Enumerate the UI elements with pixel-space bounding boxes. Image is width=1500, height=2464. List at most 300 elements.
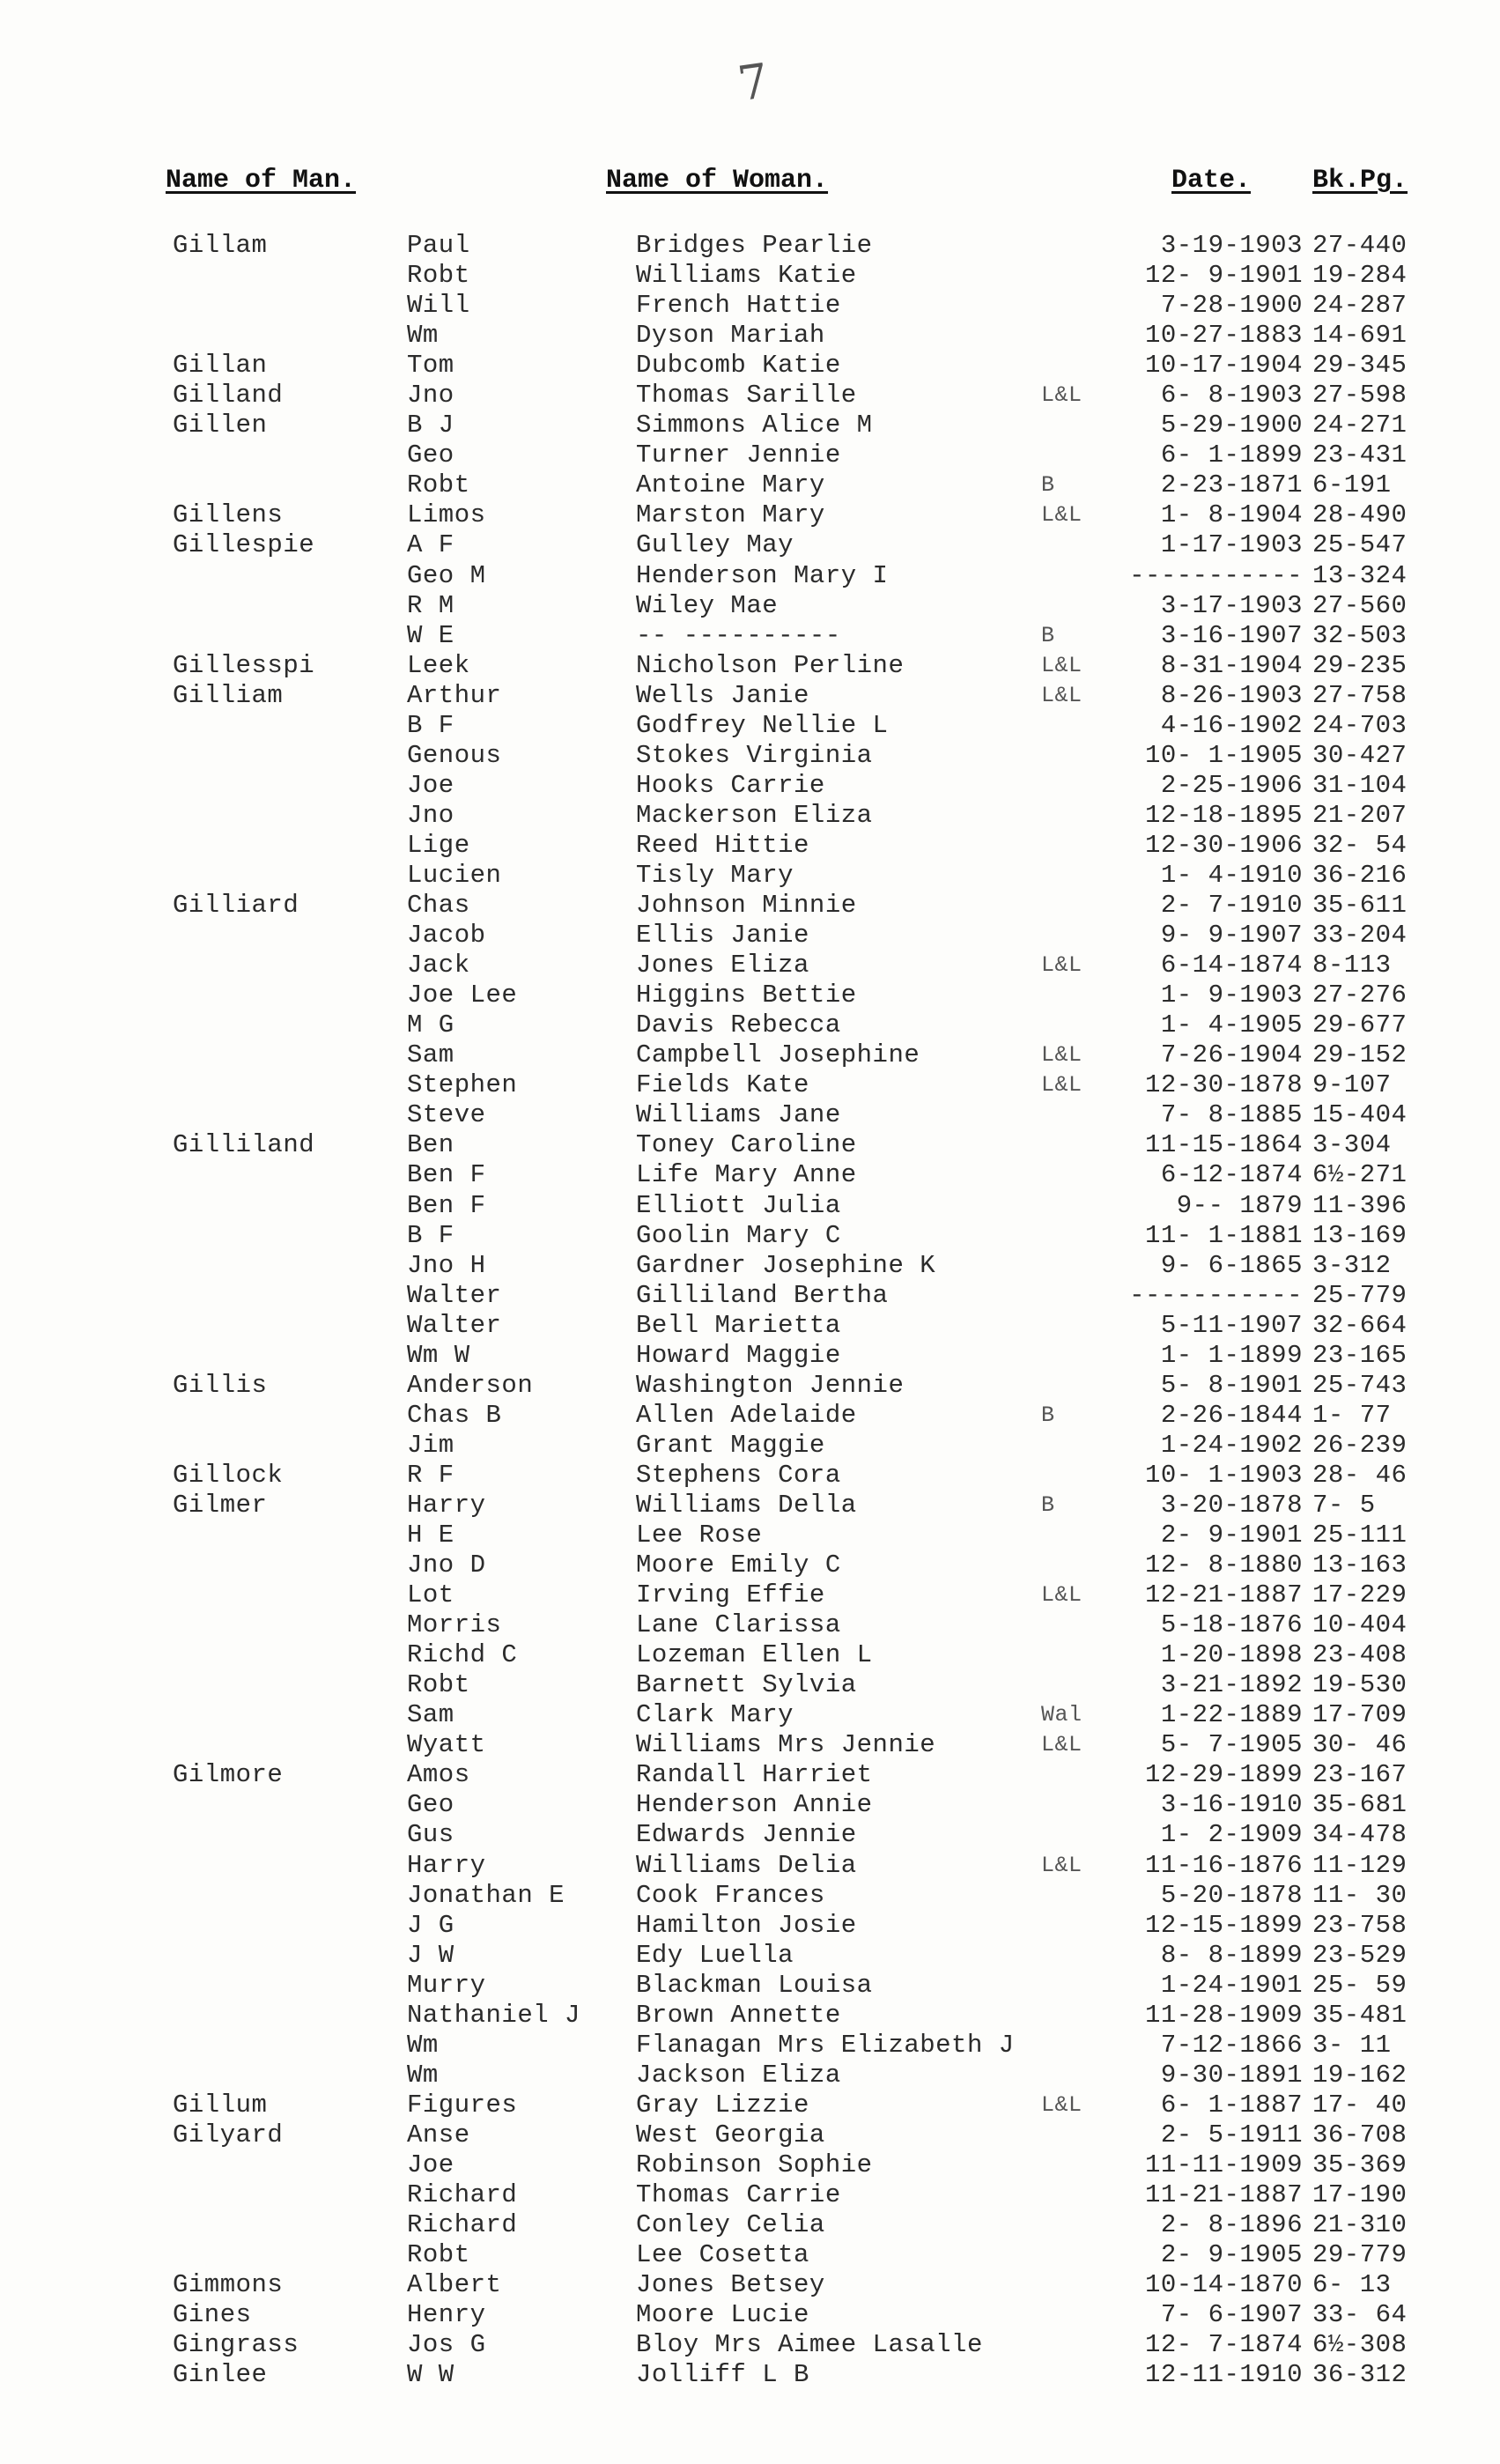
record-row: [0, 651, 1500, 681]
woman-name: Johnson Minnie: [636, 891, 857, 921]
record-row: [0, 1670, 1500, 1700]
record-row: [0, 1191, 1500, 1221]
woman-name: Allen Adelaide: [636, 1400, 857, 1430]
woman-name: French Hattie: [636, 291, 841, 321]
man-surname: Gillesspi: [173, 650, 315, 680]
marriage-date: 9- 9-1907: [1160, 921, 1303, 951]
woman-name: Williams Delia: [636, 1850, 857, 1880]
record-mark: L&L: [1041, 1042, 1083, 1069]
marriage-date: 1-17-1903: [1160, 530, 1303, 560]
book-page: 27-598: [1312, 381, 1408, 411]
record-mark: B: [1041, 1491, 1055, 1518]
man-given-name: Jno: [407, 381, 454, 411]
man-given-name: Richard: [407, 2180, 518, 2210]
record-row: [0, 1221, 1500, 1251]
book-page: 35-369: [1312, 2150, 1408, 2179]
record-row: [0, 411, 1500, 440]
book-page: 15-404: [1312, 1100, 1408, 1130]
header-date: Date.: [1171, 166, 1252, 196]
record-row: [0, 2031, 1500, 2061]
marriage-date: 1-24-1901: [1160, 1970, 1303, 2000]
record-row: [0, 1341, 1500, 1371]
record-row: [0, 1941, 1500, 1971]
marriage-date: 1-22-1889: [1160, 1700, 1303, 1730]
man-given-name: Geo: [407, 440, 454, 470]
man-given-name: W W: [407, 2360, 454, 2390]
man-given-name: Jacob: [407, 921, 486, 951]
man-given-name: Richd C: [407, 1640, 518, 1670]
record-row: [0, 1070, 1500, 1100]
record-row: [0, 231, 1500, 261]
woman-name: Lozeman Ellen L: [636, 1640, 873, 1670]
marriage-date: 10- 1-1903: [1144, 1460, 1303, 1490]
record-mark: L&L: [1041, 502, 1083, 529]
man-given-name: Anderson: [407, 1370, 534, 1400]
woman-name: Wells Janie: [636, 680, 809, 710]
man-given-name: Sam: [407, 1040, 454, 1070]
man-given-name: Robt: [407, 1670, 470, 1700]
header-name-of-man: Name of Man.: [166, 166, 357, 196]
woman-name: Hamilton Josie: [636, 1910, 857, 1940]
book-page: 13-163: [1312, 1550, 1408, 1580]
man-given-name: Gus: [407, 1820, 454, 1850]
woman-name: Williams Katie: [636, 261, 857, 291]
woman-name: Higgins Bettie: [636, 980, 857, 1010]
book-page: 13-169: [1312, 1220, 1408, 1250]
marriage-date: 12- 7-1874: [1144, 2330, 1303, 2360]
marriage-date: 12-18-1895: [1144, 800, 1303, 830]
record-row: [0, 2180, 1500, 2210]
book-page: 27-560: [1312, 590, 1408, 620]
record-row: [0, 530, 1500, 560]
man-given-name: Wm W: [407, 1340, 470, 1370]
marriage-date: 12-29-1899: [1144, 1760, 1303, 1790]
man-given-name: Wyatt: [407, 1730, 486, 1760]
woman-name: Wiley Mae: [636, 590, 779, 620]
marriage-date: 5- 7-1905: [1160, 1730, 1303, 1760]
book-page: 23-165: [1312, 1340, 1408, 1370]
record-mark: Wal: [1041, 1702, 1083, 1728]
marriage-date: 12-21-1887: [1144, 1580, 1303, 1610]
man-given-name: H E: [407, 1521, 454, 1550]
book-page: 24-287: [1312, 291, 1408, 321]
record-row: [0, 2360, 1500, 2390]
man-given-name: Morris: [407, 1610, 502, 1640]
marriage-date: 2- 8-1896: [1160, 2210, 1303, 2240]
record-row: [0, 621, 1500, 651]
marriage-date: 2- 5-1911: [1160, 2120, 1303, 2150]
woman-name: Washington Jennie: [636, 1370, 905, 1400]
woman-name: Brown Annette: [636, 2000, 841, 2030]
marriage-date: 11-21-1887: [1144, 2180, 1303, 2210]
book-page: 29-235: [1312, 650, 1408, 680]
woman-name: Lane Clarissa: [636, 1610, 841, 1640]
man-given-name: Robt: [407, 261, 470, 291]
record-row: [0, 1971, 1500, 2001]
marriage-date: 3-16-1907: [1160, 620, 1303, 650]
book-page: 24-703: [1312, 710, 1408, 740]
marriage-date: 12- 9-1901: [1144, 261, 1303, 291]
woman-name: Thomas Carrie: [636, 2180, 841, 2210]
man-surname: Ginlee: [173, 2360, 268, 2390]
marriage-date: 12-15-1899: [1144, 1910, 1303, 1940]
marriage-date: 5-18-1876: [1160, 1610, 1303, 1640]
man-given-name: Anse: [407, 2120, 470, 2150]
record-mark: L&L: [1041, 382, 1083, 409]
woman-name: Simmons Alice M: [636, 411, 873, 440]
woman-name: Jackson Eliza: [636, 2060, 841, 2090]
book-page: 14-691: [1312, 321, 1408, 351]
man-given-name: Ben F: [407, 1160, 486, 1190]
record-row: [0, 561, 1500, 591]
woman-name: Antoine Mary: [636, 470, 825, 500]
book-page: 23-431: [1312, 440, 1408, 470]
record-mark: L&L: [1041, 1582, 1083, 1609]
book-page: 6- 13: [1312, 2270, 1392, 2300]
book-page: 23-529: [1312, 1940, 1408, 1970]
record-row: [0, 2270, 1500, 2300]
book-page: 30-427: [1312, 740, 1408, 770]
record-row: [0, 1040, 1500, 1070]
record-row: [0, 470, 1500, 500]
record-row: [0, 891, 1500, 921]
marriage-date: 2- 9-1901: [1160, 1521, 1303, 1550]
woman-name: Barnett Sylvia: [636, 1670, 857, 1700]
man-surname: Gilyard: [173, 2120, 284, 2150]
marriage-date: 6- 1-1887: [1160, 2090, 1303, 2120]
woman-name: Jones Betsey: [636, 2270, 825, 2300]
man-surname: Gillum: [173, 2090, 268, 2120]
man-given-name: Ben F: [407, 1190, 486, 1220]
marriage-date: 7-26-1904: [1160, 1040, 1303, 1070]
man-given-name: Jno D: [407, 1550, 486, 1580]
man-given-name: Tom: [407, 351, 454, 381]
record-row: [0, 711, 1500, 741]
marriage-date: 8-26-1903: [1160, 680, 1303, 710]
man-given-name: R M: [407, 590, 454, 620]
record-mark: B: [1041, 622, 1055, 648]
man-surname: Gillis: [173, 1370, 268, 1400]
man-surname: Gillen: [173, 411, 268, 440]
book-page: 11-396: [1312, 1190, 1408, 1220]
record-row: [0, 1461, 1500, 1491]
marriage-date: 9-30-1891: [1160, 2060, 1303, 2090]
marriage-date: 11-28-1909: [1144, 2000, 1303, 2030]
book-page: 25-779: [1312, 1280, 1408, 1310]
book-page: 26-239: [1312, 1430, 1408, 1460]
record-row: [0, 681, 1500, 711]
man-given-name: Lucien: [407, 860, 502, 890]
record-row: [0, 1550, 1500, 1580]
man-surname: Gines: [173, 2300, 252, 2330]
marriage-date: 11- 1-1881: [1144, 1220, 1303, 1250]
woman-name: Stephens Cora: [636, 1460, 841, 1490]
woman-name: Williams Jane: [636, 1100, 841, 1130]
woman-name: Irving Effie: [636, 1580, 825, 1610]
marriage-date: 1- 2-1909: [1160, 1820, 1303, 1850]
man-given-name: Figures: [407, 2090, 518, 2120]
book-page: 34-478: [1312, 1820, 1408, 1850]
man-given-name: Walter: [407, 1310, 502, 1340]
woman-name: Gulley May: [636, 530, 794, 560]
man-given-name: Jonathan E: [407, 1880, 565, 1910]
man-given-name: Chas: [407, 891, 470, 921]
page-number: 7: [734, 52, 772, 113]
man-given-name: Ben: [407, 1130, 454, 1160]
man-given-name: Wm: [407, 2060, 439, 2090]
record-row: [0, 291, 1500, 321]
book-page: 13-324: [1312, 560, 1408, 590]
marriage-date: 2- 9-1905: [1160, 2240, 1303, 2270]
woman-name: Howard Maggie: [636, 1340, 841, 1370]
marriage-date: 10-17-1904: [1144, 351, 1303, 381]
marriage-date: 6-12-1874: [1160, 1160, 1303, 1190]
man-surname: Gilliam: [173, 680, 284, 710]
man-given-name: R F: [407, 1460, 454, 1490]
man-given-name: Chas B: [407, 1400, 502, 1430]
book-page: 29-779: [1312, 2240, 1408, 2270]
marriage-date: 11-11-1909: [1144, 2150, 1303, 2179]
book-page: 35-681: [1312, 1790, 1408, 1820]
record-row: [0, 591, 1500, 621]
man-surname: Gillan: [173, 351, 268, 381]
woman-name: Flanagan Mrs Elizabeth J: [636, 2030, 1015, 2060]
woman-name: Tisly Mary: [636, 860, 794, 890]
book-page: 19-284: [1312, 261, 1408, 291]
marriage-date: 2- 7-1910: [1160, 891, 1303, 921]
record-mark: L&L: [1041, 682, 1083, 708]
record-row: [0, 1640, 1500, 1670]
book-page: 6½-308: [1312, 2330, 1408, 2360]
record-mark: L&L: [1041, 2091, 1083, 2118]
man-given-name: B F: [407, 710, 454, 740]
marriage-date: 7- 8-1885: [1160, 1100, 1303, 1130]
woman-name: Clark Mary: [636, 1700, 794, 1730]
marriage-date: 7-12-1866: [1160, 2030, 1303, 2060]
book-page: 23-758: [1312, 1910, 1408, 1940]
man-given-name: Will: [407, 291, 470, 321]
record-row: [0, 1130, 1500, 1160]
woman-name: Goolin Mary C: [636, 1220, 841, 1250]
record-row: [0, 1100, 1500, 1130]
woman-name: Godfrey Nellie L: [636, 710, 889, 740]
marriage-date: 1- 8-1904: [1160, 500, 1303, 530]
record-mark: L&L: [1041, 952, 1083, 979]
book-page: 7- 5: [1312, 1490, 1376, 1520]
book-page: 17-709: [1312, 1700, 1408, 1730]
marriage-date: 4-16-1902: [1160, 710, 1303, 740]
woman-name: Conley Celia: [636, 2210, 825, 2240]
woman-name: Cook Frances: [636, 1880, 825, 1910]
book-page: 25-547: [1312, 530, 1408, 560]
record-row: [0, 2150, 1500, 2180]
book-page: 11-129: [1312, 1850, 1408, 1880]
woman-name: Dyson Mariah: [636, 321, 825, 351]
book-page: 19-162: [1312, 2060, 1408, 2090]
marriage-date: 8-31-1904: [1160, 650, 1303, 680]
record-row: [0, 440, 1500, 470]
book-page: 25- 59: [1312, 1970, 1408, 2000]
man-given-name: Murry: [407, 1970, 486, 2000]
man-surname: Gilliard: [173, 891, 299, 921]
woman-name: Gilliland Bertha: [636, 1280, 889, 1310]
man-given-name: M G: [407, 1010, 454, 1040]
marriage-date: 1- 9-1903: [1160, 980, 1303, 1010]
woman-name: Henderson Annie: [636, 1790, 873, 1820]
man-given-name: Henry: [407, 2300, 486, 2330]
woman-name: Edwards Jennie: [636, 1820, 857, 1850]
marriage-date: 8- 8-1899: [1160, 1940, 1303, 1970]
marriage-date: 1-20-1898: [1160, 1640, 1303, 1670]
marriage-date: 1- 1-1899: [1160, 1340, 1303, 1370]
record-row: [0, 1610, 1500, 1640]
woman-name: Randall Harriet: [636, 1760, 873, 1790]
record-mark: L&L: [1041, 1852, 1083, 1878]
man-given-name: Leek: [407, 650, 470, 680]
marriage-date: 1- 4-1910: [1160, 860, 1303, 890]
record-row: [0, 951, 1500, 980]
man-given-name: Robt: [407, 2240, 470, 2270]
marriage-date: 5-11-1907: [1160, 1310, 1303, 1340]
woman-name: Edy Luella: [636, 1940, 794, 1970]
marriage-date: 9-- 1879: [1176, 1190, 1303, 1220]
man-given-name: Sam: [407, 1700, 454, 1730]
marriage-date: 9- 6-1865: [1160, 1250, 1303, 1280]
record-row: [0, 1281, 1500, 1311]
book-page: 27-276: [1312, 980, 1408, 1010]
man-given-name: B F: [407, 1220, 454, 1250]
woman-name: Blackman Louisa: [636, 1970, 873, 2000]
woman-name: Nicholson Perline: [636, 650, 905, 680]
book-page: 17- 40: [1312, 2090, 1408, 2120]
record-row: [0, 831, 1500, 861]
man-surname: Gilmore: [173, 1760, 284, 1790]
woman-name: Lee Cosetta: [636, 2240, 809, 2270]
marriage-date: 10-14-1870: [1144, 2270, 1303, 2300]
man-given-name: W E: [407, 620, 454, 650]
woman-name: Grant Maggie: [636, 1430, 825, 1460]
man-given-name: Joe: [407, 770, 454, 800]
record-row: [0, 500, 1500, 530]
book-page: 30- 46: [1312, 1730, 1408, 1760]
record-row: [0, 1311, 1500, 1341]
book-page: 25-743: [1312, 1370, 1408, 1400]
record-mark: L&L: [1041, 1072, 1083, 1099]
woman-name: Davis Rebecca: [636, 1010, 841, 1040]
book-page: 31-104: [1312, 770, 1408, 800]
book-page: 36-312: [1312, 2360, 1408, 2390]
marriage-date: 7-28-1900: [1160, 291, 1303, 321]
marriage-date: 6- 1-1899: [1160, 440, 1303, 470]
record-mark: L&L: [1041, 1732, 1083, 1758]
record-row: [0, 1881, 1500, 1911]
woman-name: Life Mary Anne: [636, 1160, 857, 1190]
man-surname: Gingrass: [173, 2330, 299, 2360]
marriage-date: 2-26-1844: [1160, 1400, 1303, 1430]
record-row: [0, 1760, 1500, 1790]
man-surname: Gillens: [173, 500, 284, 530]
woman-name: Gray Lizzie: [636, 2090, 809, 2120]
woman-name: Bloy Mrs Aimee Lasalle: [636, 2330, 983, 2360]
woman-name: Williams Mrs Jennie: [636, 1730, 936, 1760]
man-given-name: Genous: [407, 740, 502, 770]
marriage-date: 10-27-1883: [1144, 321, 1303, 351]
man-given-name: Nathaniel J: [407, 2000, 580, 2030]
woman-name: -- ----------: [636, 620, 841, 650]
marriage-date: 5- 8-1901: [1160, 1370, 1303, 1400]
record-mark: B: [1041, 1402, 1055, 1428]
marriage-date: 7- 6-1907: [1160, 2300, 1303, 2330]
man-given-name: Walter: [407, 1280, 502, 1310]
marriage-date: 11-16-1876: [1144, 1850, 1303, 1880]
marriage-date: -----------: [1129, 560, 1303, 590]
column-headers: [0, 166, 1500, 210]
marriage-date: 12-30-1906: [1144, 830, 1303, 860]
woman-name: Bridges Pearlie: [636, 231, 873, 260]
record-row: [0, 321, 1500, 351]
record-row: [0, 801, 1500, 831]
man-given-name: B J: [407, 411, 454, 440]
man-given-name: Lot: [407, 1580, 454, 1610]
man-given-name: Paul: [407, 231, 470, 260]
book-page: 36-708: [1312, 2120, 1408, 2150]
record-row: [0, 1521, 1500, 1550]
woman-name: Reed Hittie: [636, 830, 809, 860]
marriage-date: 5-29-1900: [1160, 411, 1303, 440]
book-page: 10-404: [1312, 1610, 1408, 1640]
man-surname: Gilland: [173, 381, 284, 411]
header-name-of-woman: Name of Woman.: [606, 166, 829, 196]
header-book-page: Bk.Pg.: [1312, 166, 1408, 196]
marriage-date: 3-20-1878: [1160, 1490, 1303, 1520]
marriage-date: 6- 8-1903: [1160, 381, 1303, 411]
man-surname: Gillam: [173, 231, 268, 260]
man-given-name: Geo: [407, 1790, 454, 1820]
book-page: 11- 30: [1312, 1880, 1408, 1910]
book-page: 29-152: [1312, 1040, 1408, 1070]
man-given-name: Harry: [407, 1490, 486, 1520]
man-given-name: Stephen: [407, 1070, 518, 1100]
book-page: 1- 77: [1312, 1400, 1392, 1430]
marriage-date: 3-19-1903: [1160, 231, 1303, 260]
book-page: 32- 54: [1312, 830, 1408, 860]
record-row: [0, 2330, 1500, 2360]
woman-name: West Georgia: [636, 2120, 825, 2150]
record-row: [0, 1790, 1500, 1820]
man-given-name: Amos: [407, 1760, 470, 1790]
record-row: [0, 2061, 1500, 2090]
man-surname: Gillespie: [173, 530, 315, 560]
marriage-date: 6-14-1874: [1160, 951, 1303, 980]
record-row: [0, 1431, 1500, 1461]
man-given-name: Wm: [407, 2030, 439, 2060]
book-page: 21-207: [1312, 800, 1408, 830]
man-given-name: Joe: [407, 2150, 454, 2179]
woman-name: Moore Lucie: [636, 2300, 809, 2330]
marriage-date: 2-25-1906: [1160, 770, 1303, 800]
book-page: 23-167: [1312, 1760, 1408, 1790]
record-row: [0, 1730, 1500, 1760]
book-page: 3-304: [1312, 1130, 1392, 1160]
marriage-date: -----------: [1129, 1280, 1303, 1310]
woman-name: Turner Jennie: [636, 440, 841, 470]
record-row: [0, 1491, 1500, 1521]
book-page: 36-216: [1312, 860, 1408, 890]
book-page: 27-758: [1312, 680, 1408, 710]
woman-name: Moore Emily C: [636, 1550, 841, 1580]
marriage-date: 3-16-1910: [1160, 1790, 1303, 1820]
man-given-name: Harry: [407, 1850, 486, 1880]
